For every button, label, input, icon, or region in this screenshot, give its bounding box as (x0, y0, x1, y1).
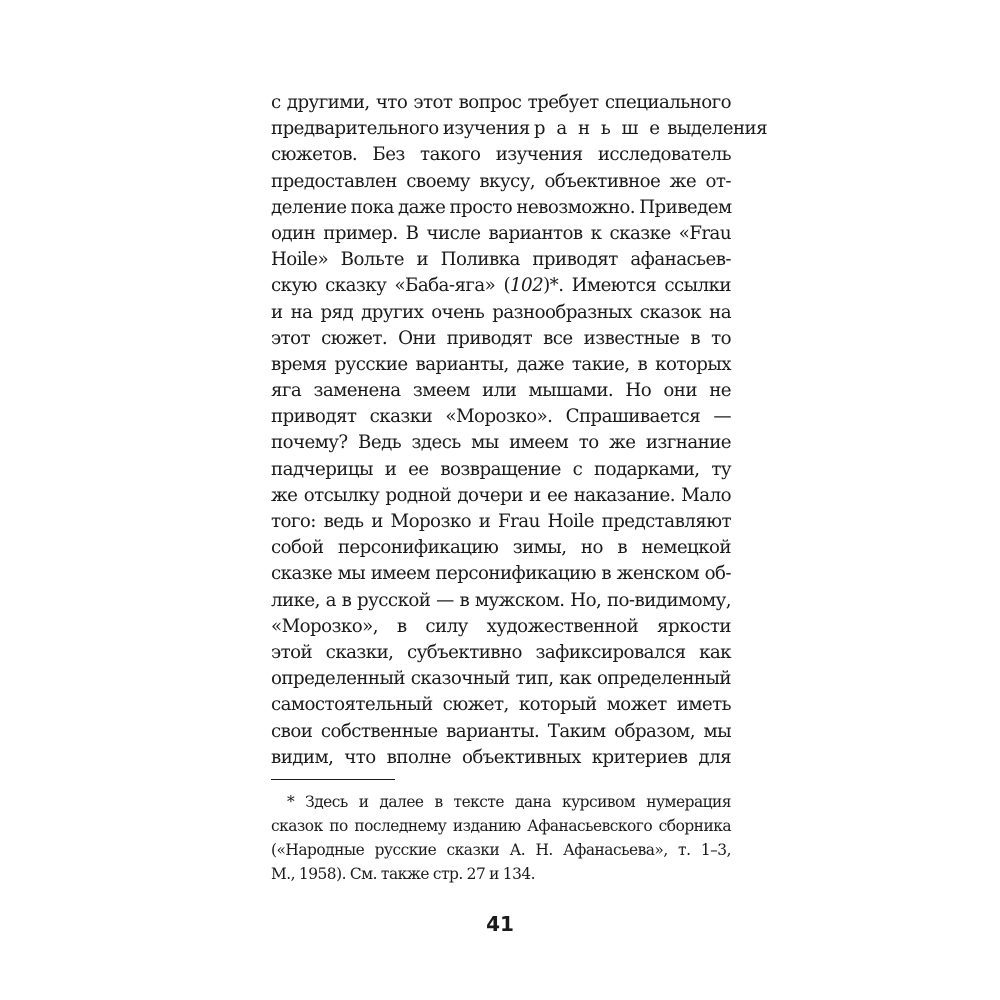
spaced-emphasis: р а н ь ш е (533, 118, 664, 140)
footnote (271, 790, 731, 886)
text-line: время русские варианты, даже такие, в которых (271, 353, 731, 375)
text-line: Hoile» Вольте и Поливка приводят афанасьев- (271, 249, 731, 271)
tale-number: 102 (510, 275, 544, 297)
text-line: один пример. В числе вариантов к сказке «Frau (271, 222, 731, 244)
text-line: приводят сказки «Морозко». Спрашивается — (271, 406, 731, 428)
text-line: сюжетов. Без такого изучения исследователь (271, 144, 731, 166)
text-fragment: скую сказку «Баба-яга» ( (271, 275, 511, 297)
text-line: с другими, что этот вопрос требует специального (271, 92, 731, 113)
footnote-divider (271, 779, 395, 780)
text-line (271, 116, 768, 142)
text-line: деление пока даже просто невозможно. Приведем (271, 196, 732, 218)
text-line: определенный сказочный тип, как определенный (271, 668, 731, 690)
text-line: того: ведь и Морозко и Frau Hoile представляют (271, 511, 731, 532)
book-page (271, 90, 768, 886)
text-line: падчерицы и ее возвращение с подарками, ту (271, 458, 731, 480)
text-line: собой персонификацию зимы, но в немецкой (271, 537, 731, 559)
text-line: же отсылку родной дочери и ее наказание. Мало (271, 484, 731, 506)
text-line (271, 273, 731, 299)
text-line: свои собственные варианты. Таким образом, мы (271, 720, 731, 742)
text-fragment: предварительного изучения (271, 118, 530, 140)
text-line: и на ряд других очень разнообразных сказок на (271, 301, 731, 323)
footnote-line: М., 1958). См. также стр. 27 и 134. (271, 864, 536, 883)
text-fragment: выделения (667, 118, 768, 140)
page-number: 41 (486, 912, 514, 936)
text-line: самостоятельный сюжет, который может иметь (271, 694, 731, 716)
text-line: «Морозко», в силу художественной яркости (271, 615, 731, 637)
text-fragment: )*. Имеются ссылки (543, 275, 731, 297)
footnote-line: («Народные русские сказки А. Н. Афанасьева», т. 1–3, (271, 840, 731, 859)
text-line: видим, что вполне объективных критериев для (271, 746, 731, 768)
text-line: сказке мы имеем персонификацию в женском об- (271, 563, 731, 585)
text-line: этот сюжет. Они приводят все известные в то (271, 327, 731, 349)
text-line: лике, а в русской — в мужском. Но, по-видимому, (271, 589, 731, 611)
text-line: предоставлен своему вкусу, объективное же от- (271, 170, 731, 192)
body-text (271, 90, 768, 771)
text-line: почему? Ведь здесь мы имеем то же изгнание (271, 432, 731, 454)
text-line: яга заменена змеем или мышами. Но они не (271, 380, 731, 402)
footnote-line: сказок по последнему изданию Афанасьевского сборника (271, 816, 731, 835)
text-line: этой сказки, субъективно зафиксировался как (271, 641, 731, 663)
footnote-line: * Здесь и далее в тексте дана курсивом нумерация (287, 792, 731, 811)
